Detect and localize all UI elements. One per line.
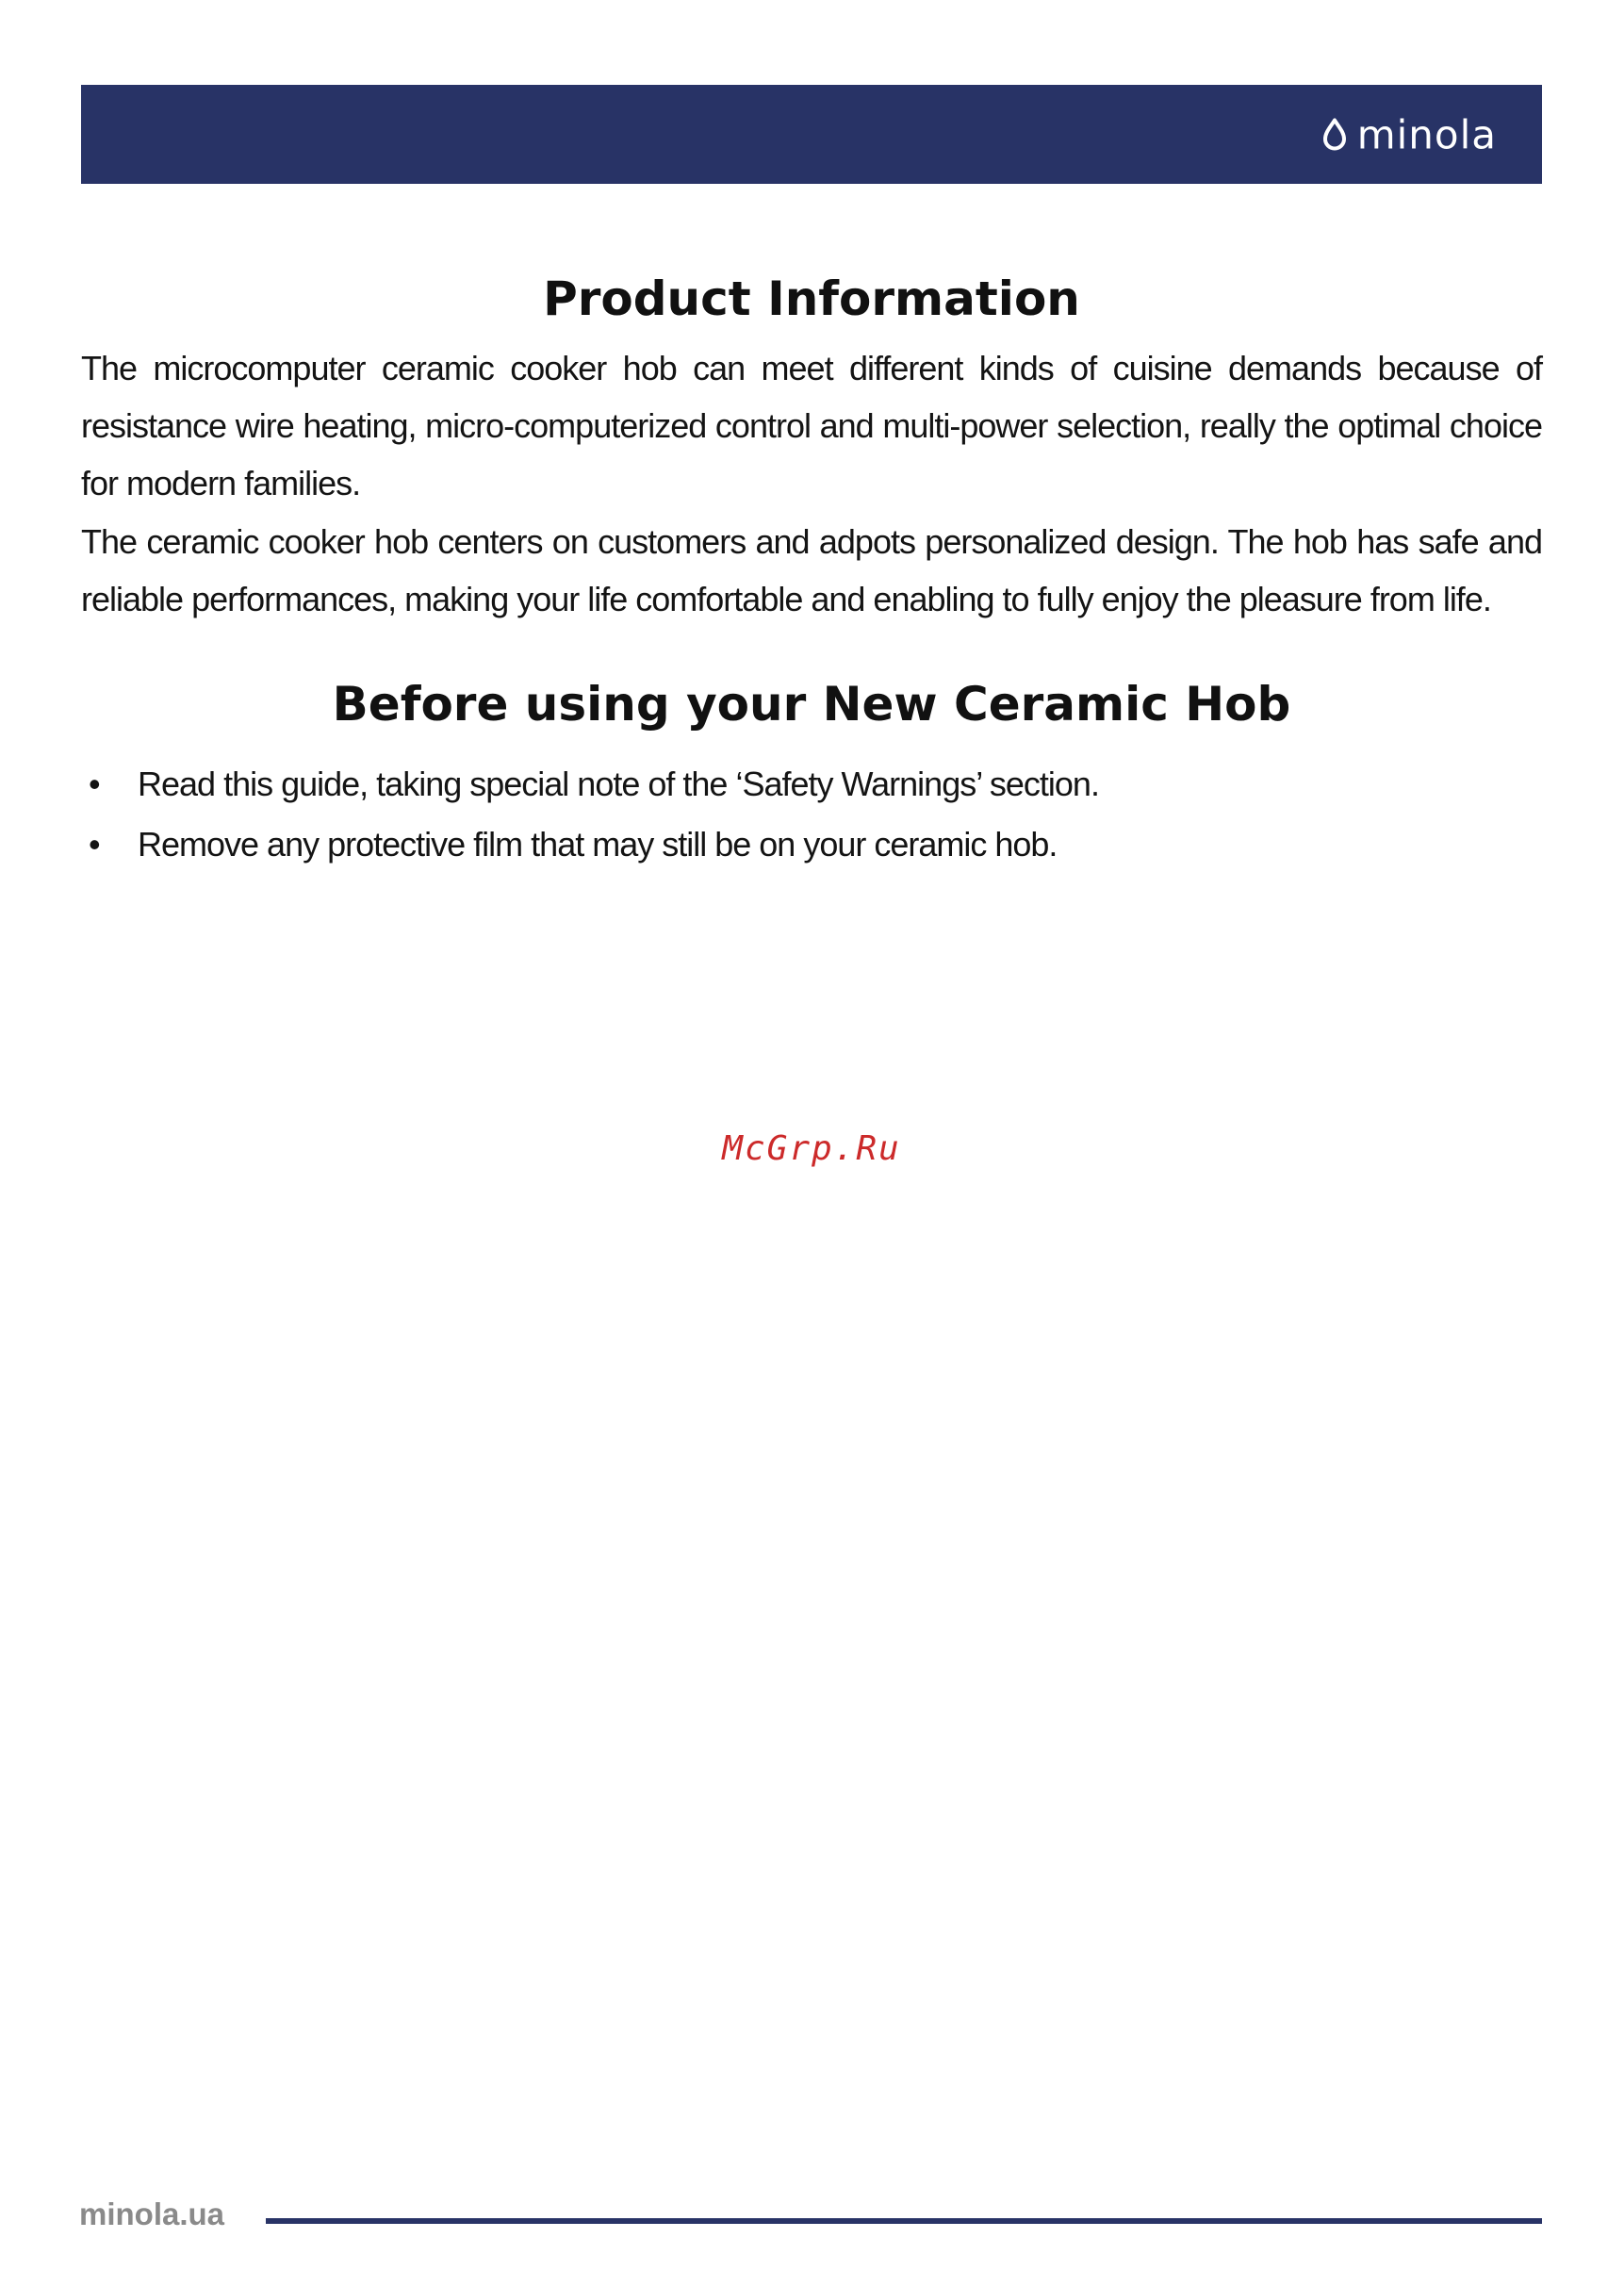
product-info-paragraph-1: The microcomputer ceramic cooker hob can meet different kinds of cuisine demands because of resistance wire heating, micro-computerized control and multi-power selection, really the optimal choice for modern families. [81, 349, 1542, 502]
bullet-icon: • [89, 825, 100, 864]
header-bar [81, 85, 1542, 184]
drop-icon [1321, 118, 1348, 152]
brand-name: minola [1356, 111, 1497, 157]
before-using-list [81, 754, 1542, 875]
section-title-before-using: Before using your New Ceramic Hob [332, 677, 1291, 732]
product-info-paragraph-2: The ceramic cooker hob centers on customers and adpots personalized design. The hob has safe and reliable performances, making your life comfortable and enabling to fully enjoy the pleasure from life. [81, 522, 1542, 618]
list-item-text: Read this guide, taking special note of the ‘Safety Warnings’ section. [138, 765, 1099, 803]
brand-logo [1321, 111, 1497, 157]
list-item [81, 814, 1542, 875]
footer-divider [266, 2218, 1542, 2224]
section-title-product-information: Product Information [543, 271, 1080, 326]
list-item-text: Remove any protective film that may still be on your ceramic hob. [138, 825, 1058, 864]
watermark-text: McGrp.Ru [722, 1129, 901, 1168]
footer-site-link[interactable]: minola.ua [79, 2197, 225, 2231]
bullet-icon: • [89, 765, 100, 803]
list-item [81, 754, 1542, 814]
